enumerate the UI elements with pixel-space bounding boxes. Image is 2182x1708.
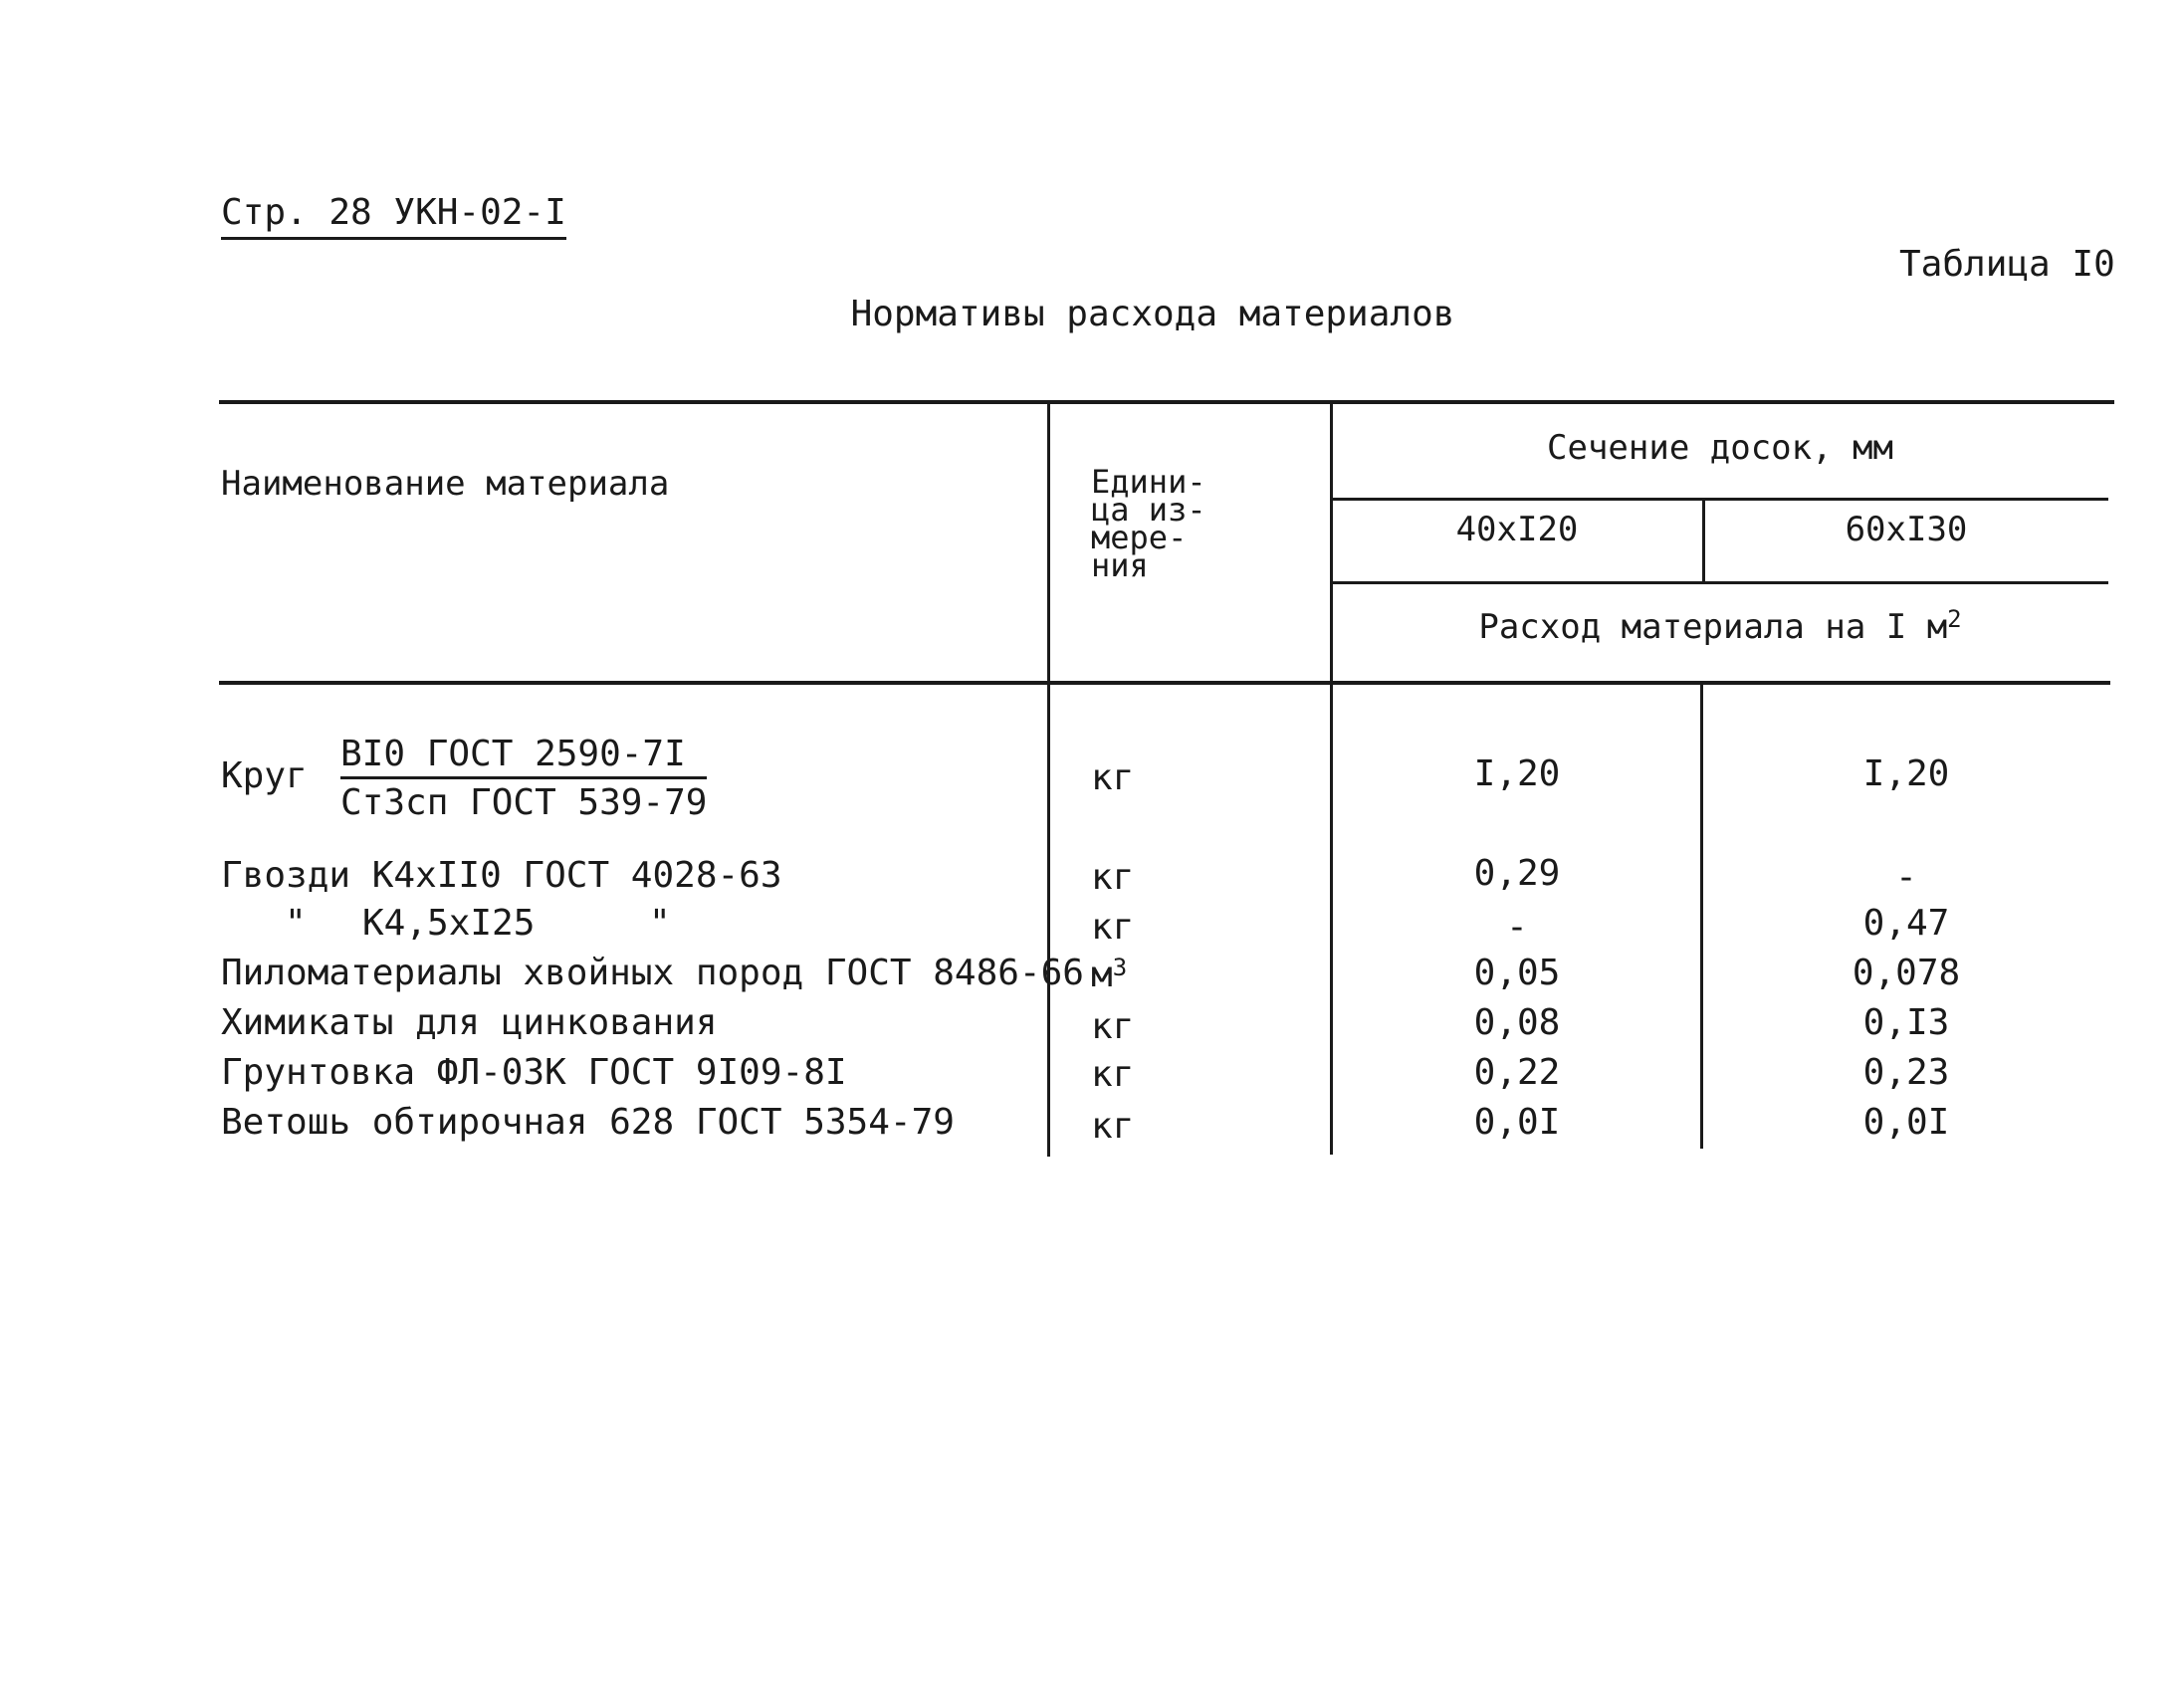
header-consumption-label: Расход материала на I м	[1478, 607, 1948, 647]
row-1-name-numerator: BI0 ГОСТ 2590-7I	[340, 735, 707, 779]
row-4-unit-sup: 3	[1112, 954, 1128, 981]
header-bottom-rule	[219, 681, 2110, 685]
row-3-ditto-mark: "	[285, 903, 307, 944]
row-3-name: К4,5хI25	[362, 903, 536, 944]
row-7-value-2: 0,0I	[1862, 1102, 1950, 1143]
row-3-ditto-mark-2: "	[649, 903, 671, 944]
header-section-size-1: 40хI20	[1455, 510, 1579, 549]
page-reference: Стр. 28 УКН-02-I	[221, 191, 566, 240]
table-title: Нормативы расхода материалов	[850, 294, 1455, 334]
row-3-unit: кг	[1091, 907, 1135, 948]
row-4-unit-base: м	[1091, 955, 1113, 995]
row-3-value-1: -	[1506, 907, 1528, 948]
row-4-value-2: 0,078	[1852, 953, 1961, 993]
row-1-name-denominator: Ст3сп ГОСТ 539-79	[340, 782, 708, 823]
row-5-name: Химикаты для цинкования	[221, 1002, 718, 1043]
row-6-name: Грунтовка ФЛ-03К ГОСТ 9I09-8I	[221, 1052, 847, 1093]
row-6-value-1: 0,22	[1473, 1052, 1561, 1093]
header-material: Наименование материала	[221, 464, 670, 504]
row-6-unit: кг	[1091, 1054, 1135, 1095]
row-1-name-prefix: Круг	[221, 755, 308, 796]
header-consumption-sup: 2	[1947, 605, 1962, 633]
row-1-value-2: I,20	[1862, 753, 1950, 794]
row-2-value-1: 0,29	[1473, 853, 1561, 894]
row-2-unit: кг	[1091, 857, 1135, 898]
row-3-value-2: 0,47	[1862, 903, 1950, 944]
header-unit-line: Едини-	[1091, 463, 1206, 501]
table-top-rule	[219, 400, 2114, 404]
size-row-rule	[1332, 581, 2108, 584]
row-4-value-1: 0,05	[1473, 953, 1561, 993]
row-7-value-1: 0,0I	[1473, 1102, 1561, 1143]
table-number: Таблица I0	[1899, 244, 2115, 285]
row-1-unit: кг	[1091, 757, 1135, 798]
row-1-value-1: I,20	[1473, 753, 1561, 794]
row-4-unit	[1091, 954, 1127, 997]
row-5-value-1: 0,08	[1473, 1002, 1561, 1043]
row-2-value-2: -	[1895, 857, 1917, 898]
row-6-value-2: 0,23	[1862, 1052, 1950, 1093]
row-5-value-2: 0,I3	[1862, 1002, 1950, 1043]
row-5-unit: кг	[1091, 1006, 1135, 1047]
header-section-size-2: 60хI30	[1845, 510, 1968, 549]
row-2-name: Гвозди К4хII0 ГОСТ 4028-63	[221, 855, 782, 896]
header-unit-line: мере-	[1091, 519, 1188, 556]
row-7-name: Ветошь обтирочная 628 ГОСТ 5354-79	[221, 1102, 955, 1143]
header-unit-line: ния	[1091, 546, 1149, 584]
col-divider-unit	[1047, 402, 1050, 1157]
header-unit	[1091, 463, 1206, 584]
header-consumption	[1332, 607, 2108, 647]
section-subheader-rule	[1332, 498, 2108, 501]
row-4-name: Пиломатериалы хвойных пород ГОСТ 8486-66	[221, 953, 1084, 993]
header-unit-line: ца из-	[1091, 491, 1206, 529]
header-section: Сечение досок, мм	[1547, 428, 1893, 468]
row-1-name-fraction	[340, 735, 707, 825]
row-7-unit: кг	[1091, 1106, 1135, 1147]
